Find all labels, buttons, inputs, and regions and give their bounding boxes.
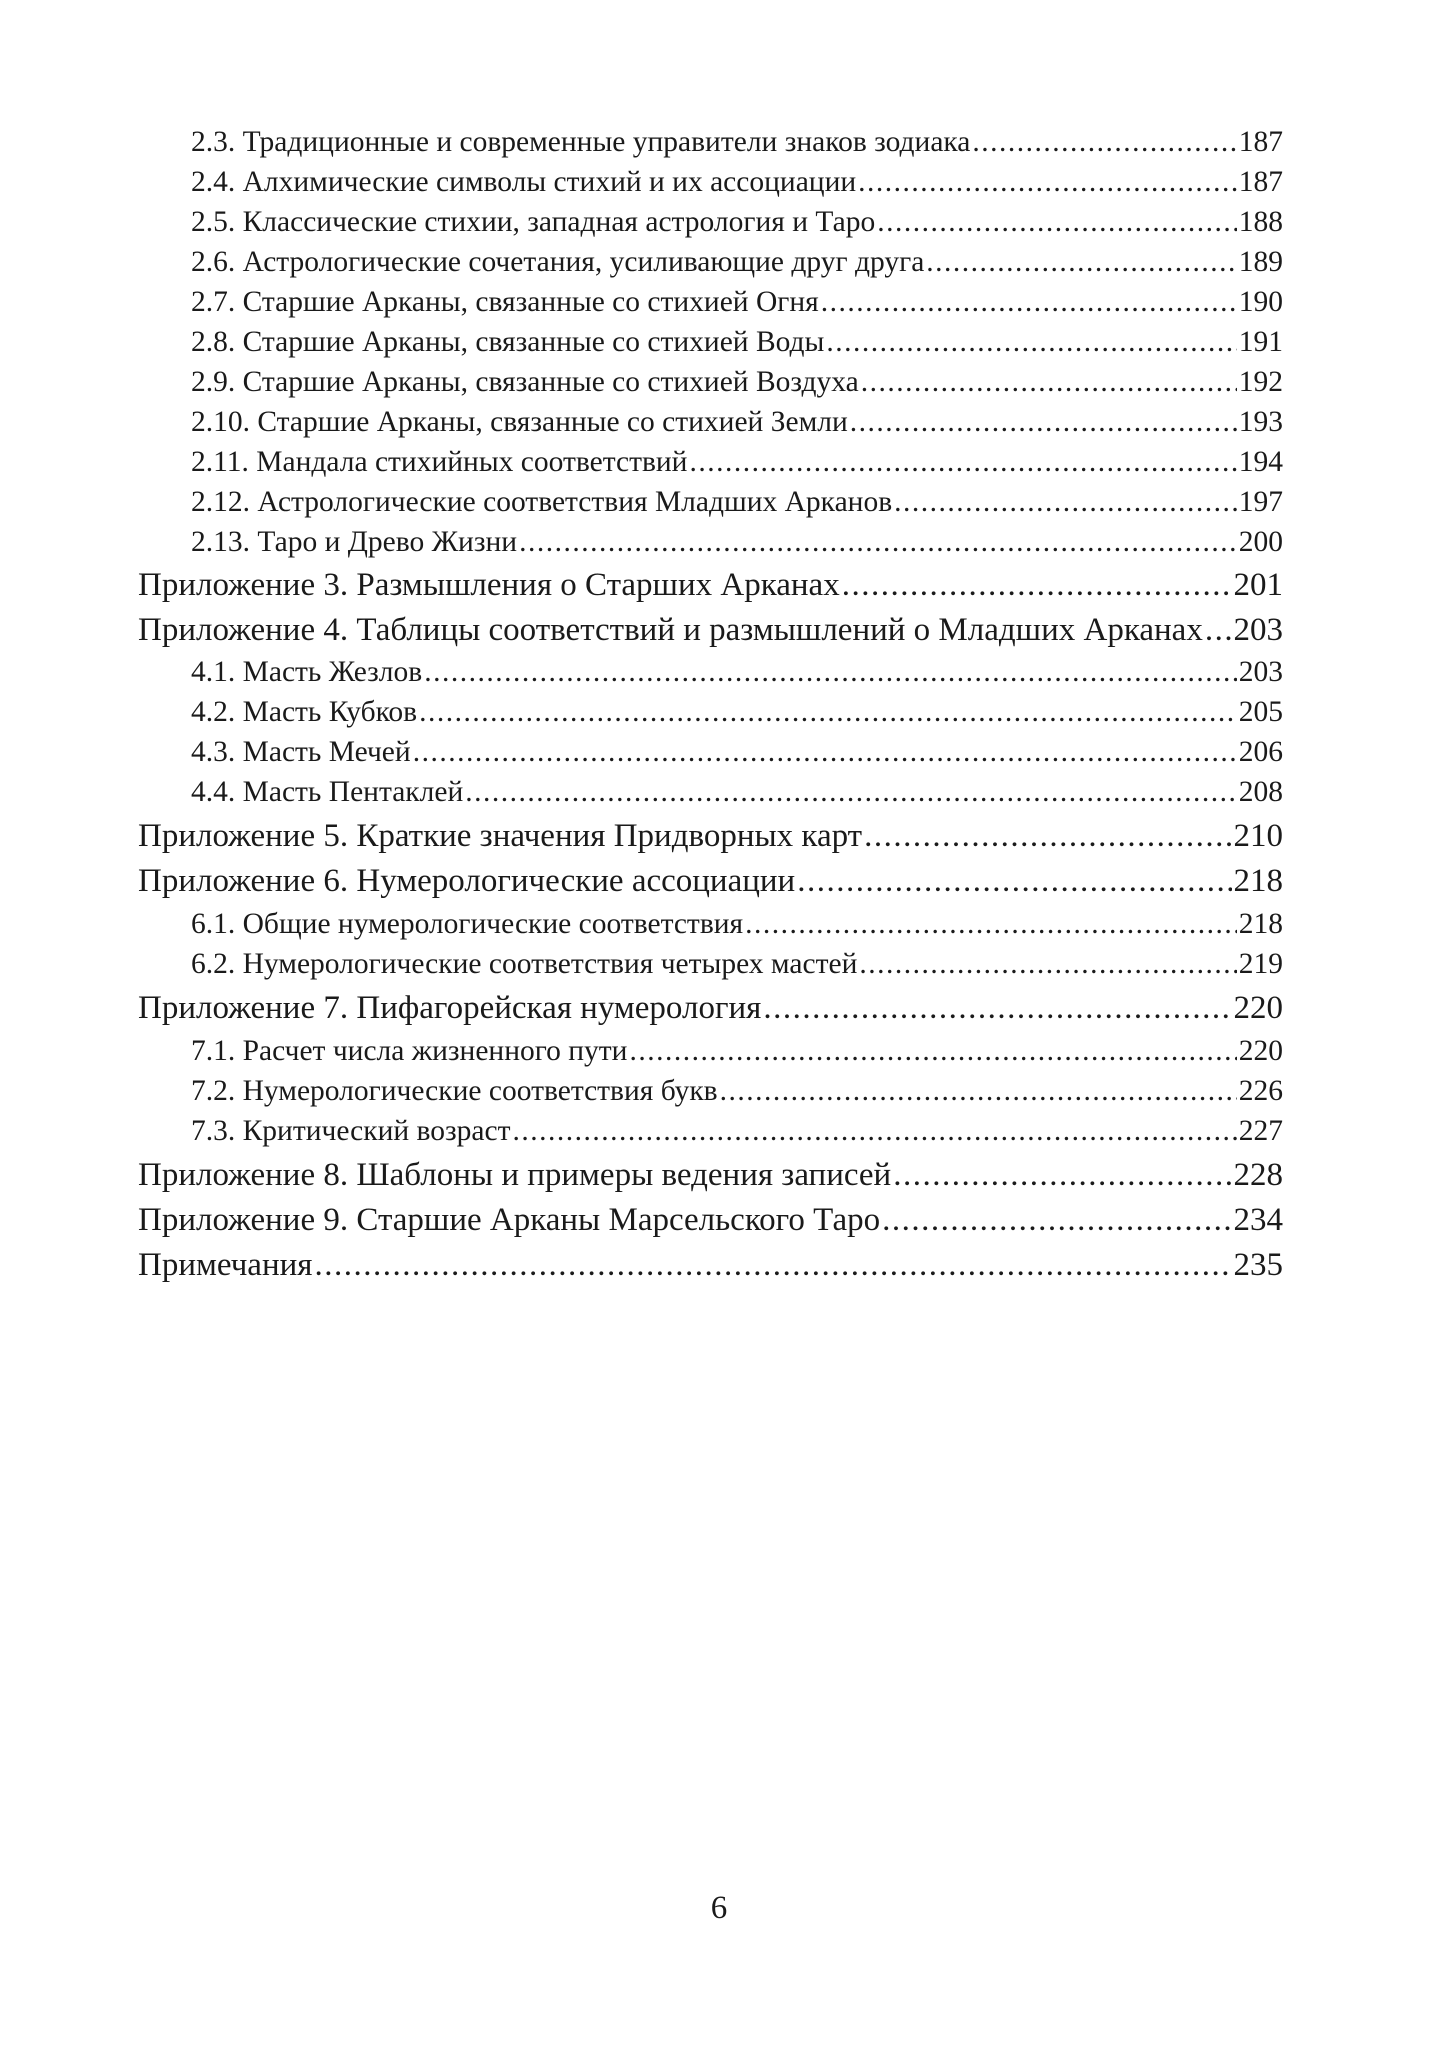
toc-leader-dots xyxy=(413,736,1237,769)
toc-entry-section xyxy=(191,486,1283,519)
toc-entry-title: 7.2. Нумерологические соответствия букв xyxy=(191,1075,718,1107)
toc-entry-page-number: 227 xyxy=(1238,1115,1283,1147)
toc-entry-appendix xyxy=(138,1157,1283,1194)
toc-entry-page-number: 205 xyxy=(1238,696,1283,728)
toc-entry-title: Приложение 5. Краткие значения Придворных карт xyxy=(138,818,863,854)
toc-entry-section xyxy=(191,908,1283,941)
toc-entry-title: 4.2. Масть Кубков xyxy=(191,696,418,728)
toc-entry-title: 2.8. Старшие Арканы, связанные со стихией Воды xyxy=(191,326,825,358)
toc-leader-dots xyxy=(797,863,1231,900)
toc-entry-section xyxy=(191,206,1283,239)
toc-leader-dots xyxy=(513,1115,1237,1148)
toc-entry-page-number: 187 xyxy=(1238,126,1283,158)
toc-leader-dots xyxy=(842,567,1232,604)
toc-entry-section xyxy=(191,126,1283,159)
toc-leader-dots xyxy=(689,446,1236,479)
toc-leader-dots xyxy=(720,1075,1237,1108)
toc-entry-page-number: 192 xyxy=(1238,366,1283,398)
toc-entry-title: 2.12. Астрологические соответствия Младших Арканов xyxy=(191,486,893,518)
toc-leader-dots xyxy=(314,1247,1231,1284)
toc-leader-dots xyxy=(821,286,1237,319)
toc-entry-title: 2.5. Классические стихии, западная астрология и Таро xyxy=(191,206,876,238)
toc-entry-section xyxy=(191,1115,1283,1148)
toc-entry-title: Приложение 8. Шаблоны и примеры ведения записей xyxy=(138,1157,892,1193)
toc-entry-page-number: 228 xyxy=(1233,1157,1283,1193)
toc-entry-page-number: 218 xyxy=(1238,908,1283,940)
toc-entry-title: 2.9. Старшие Арканы, связанные со стихией Воздуха xyxy=(191,366,859,398)
toc-entry-title: 7.1. Расчет числа жизненного пути xyxy=(191,1035,628,1067)
toc-entry-title: 2.4. Алхимические символы стихий и их ассоциации xyxy=(191,166,857,198)
toc-entry-section xyxy=(191,446,1283,479)
toc-entry-page-number: 235 xyxy=(1233,1247,1283,1283)
toc-entry-section xyxy=(191,286,1283,319)
toc-entry-title: 2.13. Таро и Древо Жизни xyxy=(191,526,518,558)
toc-entry-title: Приложение 4. Таблицы соответствий и размышлений о Младших Арканах xyxy=(138,612,1203,648)
toc-entry-page-number: 191 xyxy=(1238,326,1283,358)
toc-entry-section xyxy=(191,1075,1283,1108)
toc-entry-page-number: 210 xyxy=(1233,818,1283,854)
toc-entry-title: Приложение 9. Старшие Арканы Марсельского Таро xyxy=(138,1202,881,1238)
toc-leader-dots xyxy=(894,486,1237,519)
toc-entry-page-number: 203 xyxy=(1233,612,1283,648)
toc-entry-section xyxy=(191,166,1283,199)
toc-entry-title: Приложение 6. Нумерологические ассоциации xyxy=(138,863,796,899)
toc-entry-title: 2.7. Старшие Арканы, связанные со стихией Огня xyxy=(191,286,819,318)
toc-leader-dots xyxy=(864,818,1231,855)
toc-entry-page-number: 194 xyxy=(1238,446,1283,478)
toc-entry-page-number: 190 xyxy=(1238,286,1283,318)
toc-entry-section xyxy=(191,526,1283,559)
toc-entry-title: Приложение 3. Размышления о Старших Арканах xyxy=(138,567,840,603)
toc-leader-dots xyxy=(763,990,1231,1027)
toc-leader-dots xyxy=(424,656,1237,689)
toc-entry-appendix xyxy=(138,1202,1283,1239)
toc-entry-page-number: 220 xyxy=(1238,1035,1283,1067)
toc-entry-page-number: 203 xyxy=(1238,656,1283,688)
toc-entry-appendix xyxy=(138,612,1283,649)
toc-entry-page-number: 201 xyxy=(1233,567,1283,603)
toc-leader-dots xyxy=(882,1202,1231,1239)
toc-entry-title: 7.3. Критический возраст xyxy=(191,1115,511,1147)
toc-entry-page-number: 200 xyxy=(1238,526,1283,558)
toc-entry-page-number: 187 xyxy=(1238,166,1283,198)
toc-entry-page-number: 234 xyxy=(1233,1202,1283,1238)
toc-entry-page-number: 219 xyxy=(1238,948,1283,980)
toc-entry-page-number: 188 xyxy=(1238,206,1283,238)
toc-leader-dots xyxy=(1205,612,1232,649)
toc-entry-appendix xyxy=(138,567,1283,604)
toc-entry-section xyxy=(191,656,1283,689)
toc-leader-dots xyxy=(465,776,1237,809)
toc-entry-page-number: 206 xyxy=(1238,736,1283,768)
toc-entry-appendix xyxy=(138,863,1283,900)
toc-leader-dots xyxy=(972,126,1236,159)
toc-leader-dots xyxy=(859,948,1236,981)
toc-entry-page-number: 208 xyxy=(1238,776,1283,808)
toc-entry-title: 2.3. Традиционные и современные управители знаков зодиака xyxy=(191,126,971,158)
toc-leader-dots xyxy=(861,366,1237,399)
toc-entry-appendix xyxy=(138,1247,1283,1284)
toc-entry-section xyxy=(191,776,1283,809)
toc-leader-dots xyxy=(850,406,1237,439)
toc-leader-dots xyxy=(745,908,1237,941)
toc-leader-dots xyxy=(629,1035,1236,1068)
page-number: 6 xyxy=(710,1890,728,1926)
toc-entry-title: 6.2. Нумерологические соответствия четырех мастей xyxy=(191,948,858,980)
toc-leader-dots xyxy=(519,526,1237,559)
toc-entry-section xyxy=(191,326,1283,359)
toc-entry-page-number: 193 xyxy=(1238,406,1283,438)
toc-entry-title: Приложение 7. Пифагорейская нумерология xyxy=(138,990,762,1026)
toc-leader-dots xyxy=(926,246,1236,279)
toc-entry-appendix xyxy=(138,990,1283,1027)
toc-leader-dots xyxy=(877,206,1237,239)
toc-entry-title: 4.1. Масть Жезлов xyxy=(191,656,423,688)
toc-entry-section xyxy=(191,406,1283,439)
toc-entry-title: 4.3. Масть Мечей xyxy=(191,736,411,768)
toc-entry-section xyxy=(191,948,1283,981)
toc-leader-dots xyxy=(826,326,1236,359)
toc-entry-title: 2.11. Мандала стихийных соответствий xyxy=(191,446,688,478)
toc-entry-page-number: 189 xyxy=(1238,246,1283,278)
toc-entry-title: 2.6. Астрологические сочетания, усиливающие друг друга xyxy=(191,246,925,278)
toc-entry-section xyxy=(191,736,1283,769)
toc-entry-page-number: 220 xyxy=(1233,990,1283,1026)
toc-entry-title: 6.1. Общие нумерологические соответствия xyxy=(191,908,744,940)
toc-entry-section xyxy=(191,246,1283,279)
toc-entry-title: Примечания xyxy=(138,1247,313,1283)
toc-entry-section xyxy=(191,366,1283,399)
toc-entry-section xyxy=(191,696,1283,729)
toc-entry-title: 2.10. Старшие Арканы, связанные со стихией Земли xyxy=(191,406,848,438)
toc-entry-section xyxy=(191,1035,1283,1068)
toc-entry-appendix xyxy=(138,818,1283,855)
toc-entry-page-number: 226 xyxy=(1238,1075,1283,1107)
toc-entry-title: 4.4. Масть Пентаклей xyxy=(191,776,464,808)
toc-entry-page-number: 218 xyxy=(1233,863,1283,899)
toc-entry-page-number: 197 xyxy=(1238,486,1283,518)
toc-leader-dots xyxy=(419,696,1237,729)
toc-leader-dots xyxy=(858,166,1237,199)
toc-leader-dots xyxy=(893,1157,1231,1194)
